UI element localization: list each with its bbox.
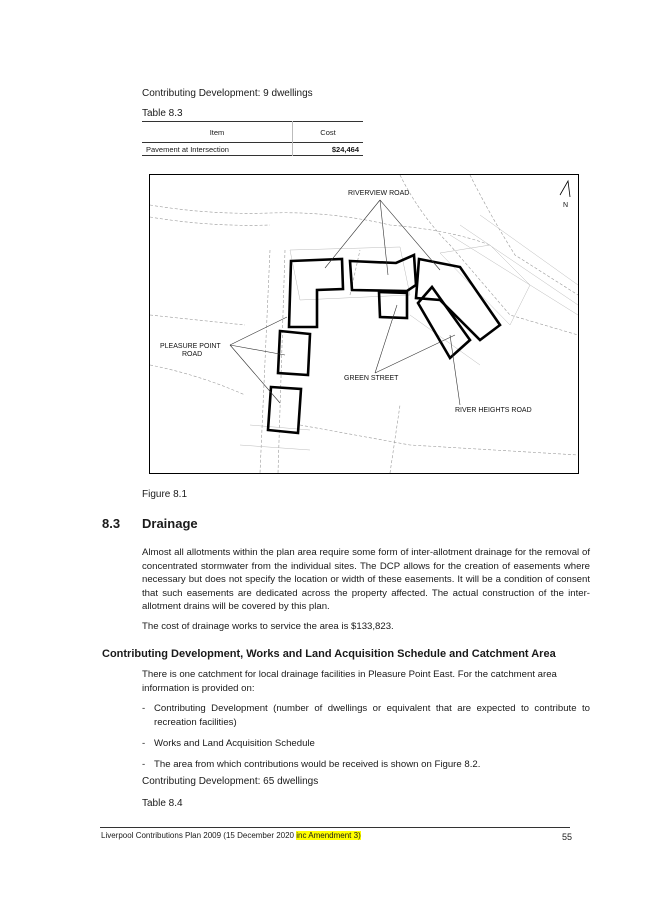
table-cell-cost: $24,464 xyxy=(331,144,359,154)
list-item: - The area from which contributions would be received is shown on Figure 8.2. xyxy=(142,758,481,770)
parcel-6 xyxy=(416,259,500,340)
section-number: 8.3 xyxy=(102,516,121,531)
column-header-item: Item xyxy=(142,122,293,143)
subsection-intro: There is one catchment for local drainage facilities in Pleasure Point East. For the catchment area information is provided on: xyxy=(142,669,557,694)
footer-rule xyxy=(100,827,570,828)
parcel-3 xyxy=(268,387,301,433)
list-item: - Contributing Development (number of dwellings or equivalent that are expected to contribute to recreation facilities) xyxy=(142,703,590,728)
contributing-development-line: Contributing Development: 9 dwellings xyxy=(142,88,313,99)
drainage-paragraph: Almost all allotments within the plan area require some form of inter-allotment drainage for the removal of concentrated stormwater from the individual sites. The DCP allows for the creation of easements where necessary but does not specify the location or width of these easements. It will be a condition of consent that such easements are dedicated across the property affected. The actual construction of the inter-allotment drains will be covered by this plan. xyxy=(142,547,590,612)
riverview-road-label: RIVERVIEW ROAD xyxy=(348,190,410,197)
drainage-cost-paragraph: The cost of drainage works to service the area is $133,823. xyxy=(142,621,394,632)
green-street-label: GREEN STREET xyxy=(344,375,399,382)
pleasure-point-label-2: ROAD xyxy=(182,351,203,358)
subsection-title: Contributing Development, Works and Land Acquisition Schedule and Catchment Area xyxy=(102,648,556,660)
parcel-4 xyxy=(350,255,416,291)
section-title: Drainage xyxy=(142,516,198,531)
table-header-row xyxy=(142,122,363,143)
north-arrow-icon xyxy=(560,181,570,197)
list-item-text: The area from which contributions would be received is shown on Figure 8.2. xyxy=(154,758,481,770)
site-map-figure xyxy=(149,174,579,474)
parcel-1 xyxy=(289,259,343,327)
page-number: 55 xyxy=(562,832,573,842)
table-caption: Table 8.3 xyxy=(142,108,183,119)
footer-amendment: inc Amendment 3) xyxy=(296,831,361,840)
list-item-text: Works and Land Acquisition Schedule xyxy=(154,738,315,749)
column-header-cost: Cost xyxy=(320,127,336,137)
list-item: - Works and Land Acquisition Schedule xyxy=(142,738,315,749)
river-heights-road-label: RIVER HEIGHTS ROAD xyxy=(455,407,532,414)
parcel-2 xyxy=(278,331,310,375)
footer-doc-title: Liverpool Contributions Plan 2009 (15 December 2020 xyxy=(101,831,295,840)
table-row xyxy=(142,143,363,156)
bullet-list xyxy=(142,702,590,771)
figure-caption: Figure 8.1 xyxy=(142,489,188,500)
contributing-development-line-2: Contributing Development: 65 dwellings xyxy=(142,776,319,787)
list-item-text: Contributing Development (number of dwellings or equivalent that are expected to contribute to recreation facilities) xyxy=(154,703,590,728)
north-label: N xyxy=(563,202,569,209)
pleasure-point-label-1: PLEASURE POINT xyxy=(160,343,221,350)
cost-table xyxy=(142,121,363,156)
footer-text xyxy=(101,831,361,840)
site-map xyxy=(150,175,578,473)
table-cell-item: Pavement at Intersection xyxy=(142,143,293,156)
table-caption-2: Table 8.4 xyxy=(142,798,183,809)
